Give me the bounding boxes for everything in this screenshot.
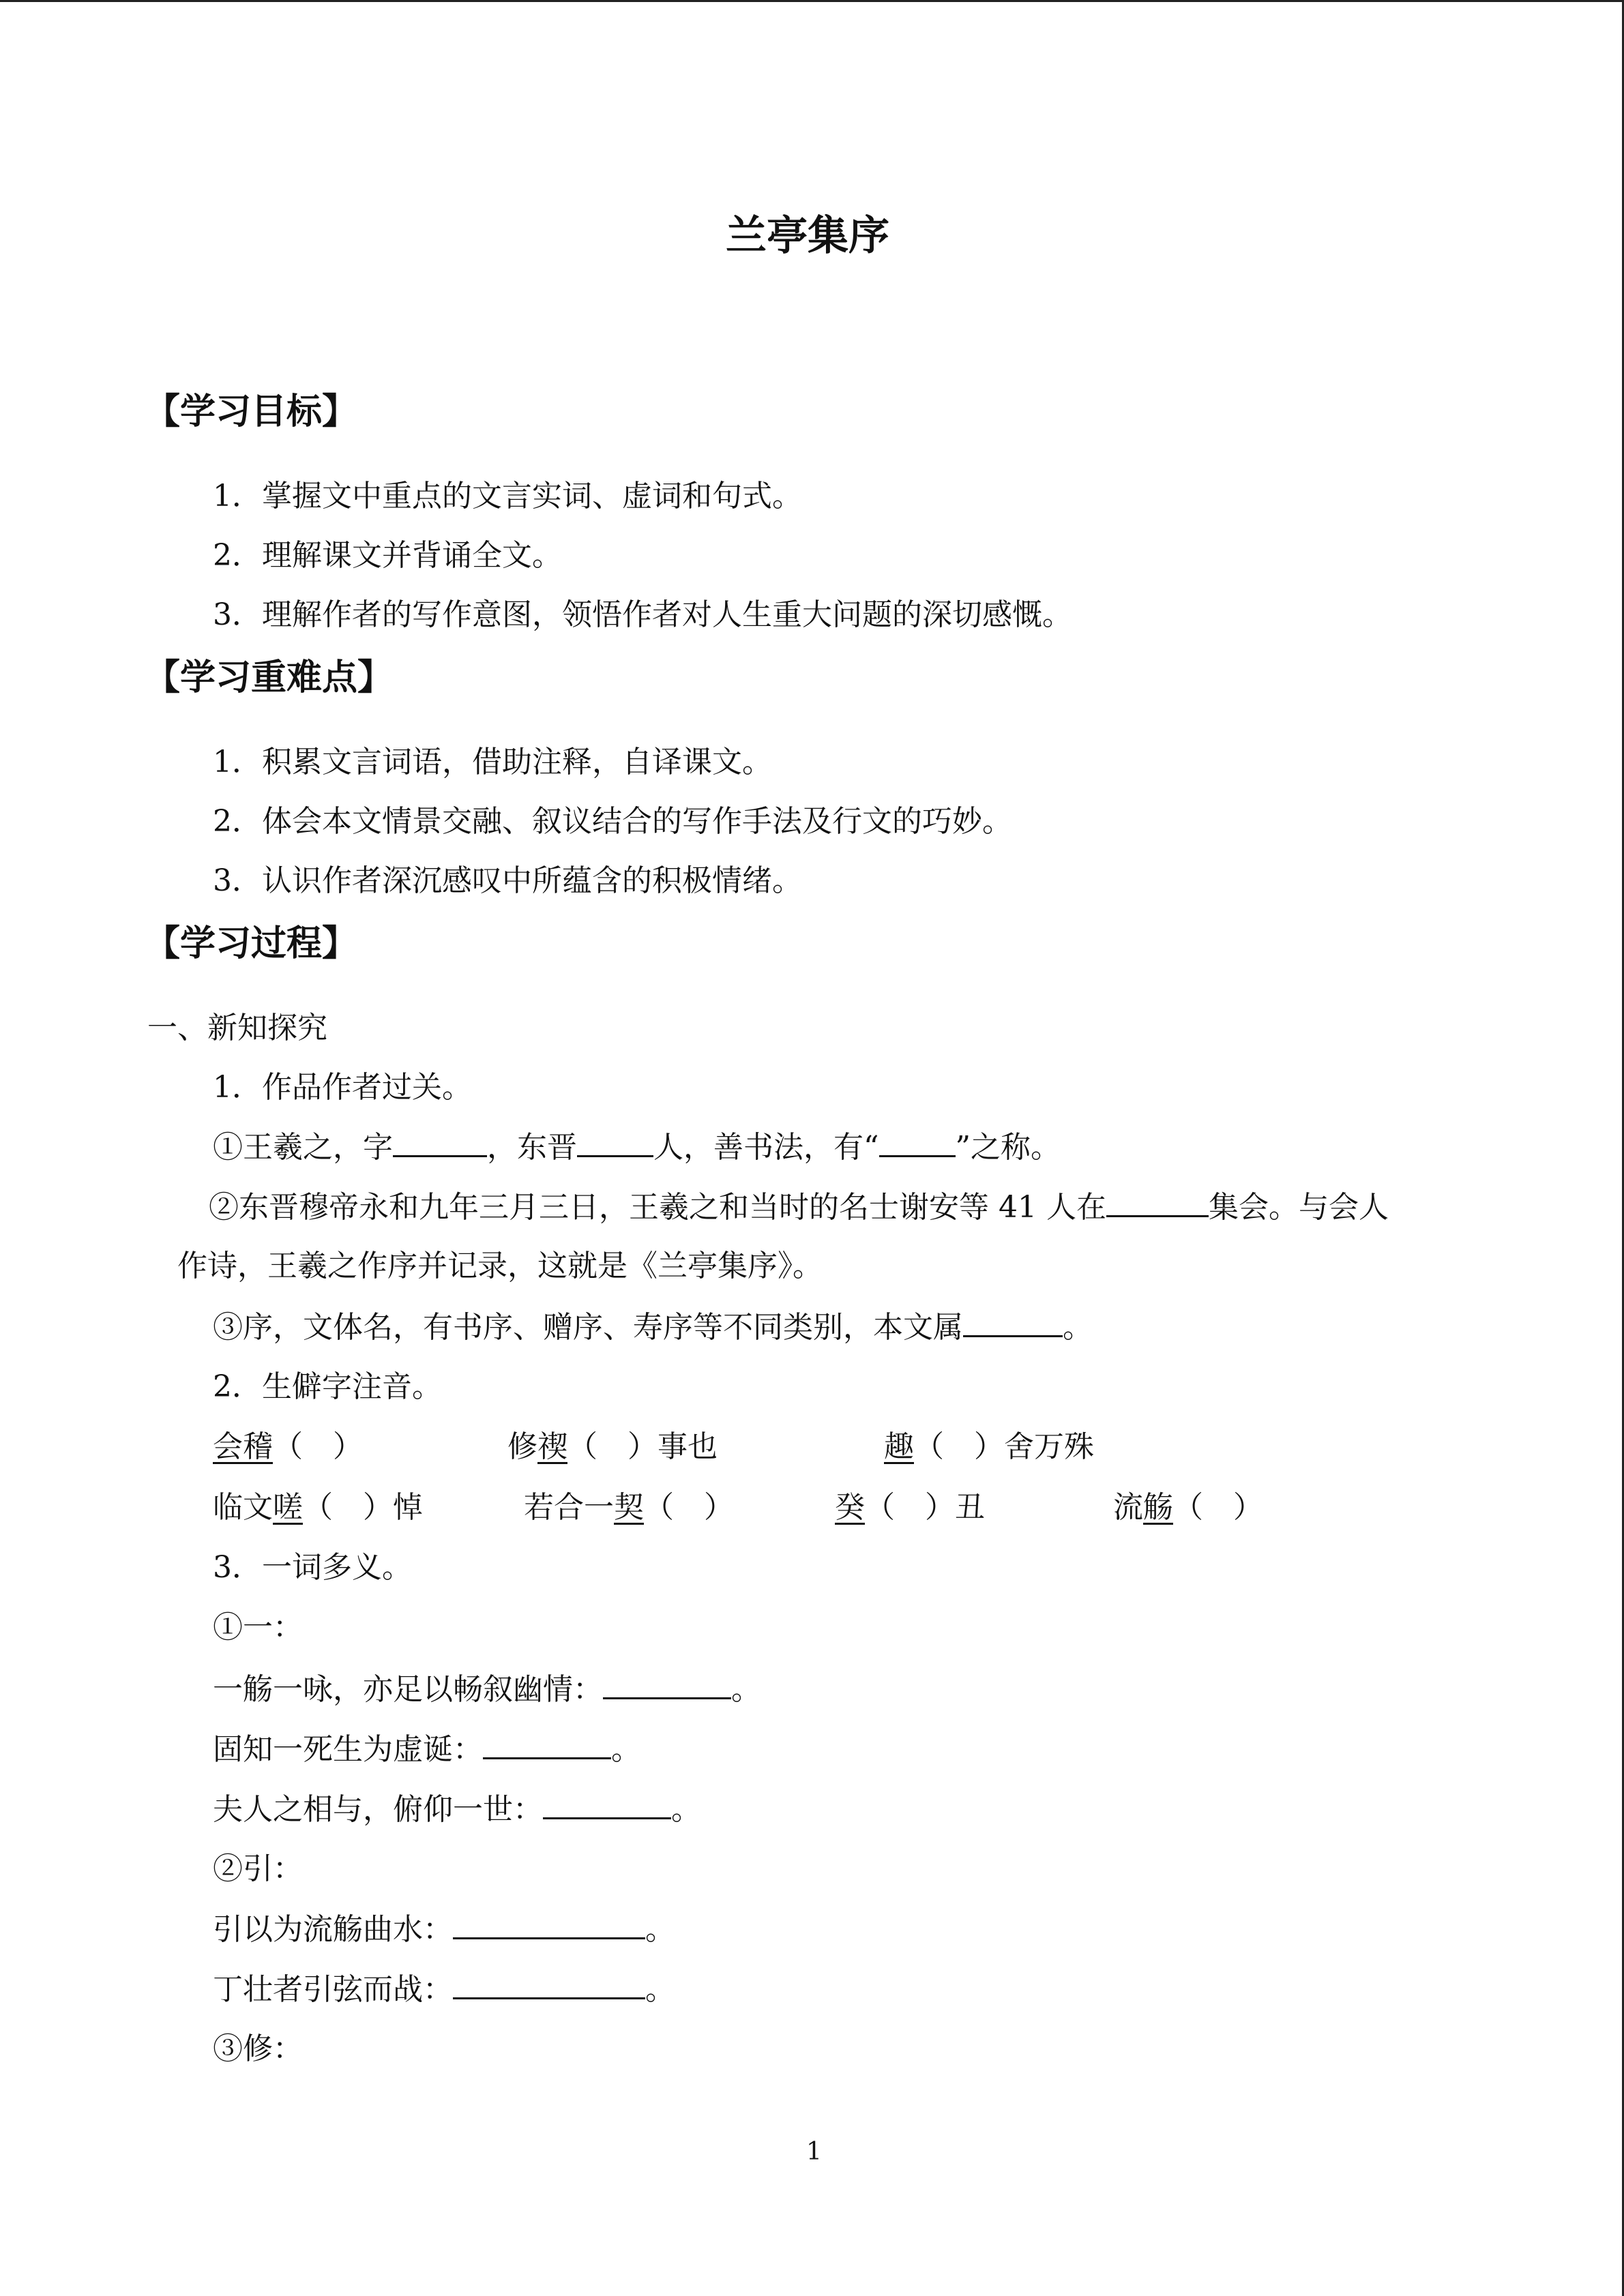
underlined-char: 会稽 bbox=[213, 1429, 273, 1464]
process-heading: 【学习过程】 bbox=[145, 923, 358, 964]
question-1c: ③序，文体名，有书序、赠序、寿序等不同类别，本文属 。 bbox=[213, 1308, 1093, 1347]
answer-blank[interactable] bbox=[963, 1308, 1063, 1337]
keypoint-item: 2．体会本文情景交融、叙议结合的写作手法及行文的巧妙。 bbox=[213, 804, 1012, 839]
pinyin-item: 趣（ ）舍万殊 bbox=[884, 1429, 1094, 1464]
word-heading: ②引： bbox=[213, 1851, 303, 1886]
keypoint-item: 3．认识作者深沉感叹中所蕴含的积极情绪。 bbox=[213, 863, 802, 898]
underlined-char: 觞 bbox=[1143, 1490, 1173, 1525]
answer-blank[interactable] bbox=[453, 1970, 645, 1999]
word-usage: 固知一死生为虚诞： 。 bbox=[213, 1730, 641, 1769]
answer-blank[interactable] bbox=[577, 1128, 653, 1157]
underlined-char: 契 bbox=[614, 1490, 644, 1525]
goal-item: 3．理解作者的写作意图，领悟作者对人生重大问题的深切感慨。 bbox=[213, 597, 1072, 632]
answer-blank[interactable] bbox=[453, 1910, 645, 1939]
word-heading: ①一： bbox=[213, 1610, 303, 1645]
top-border bbox=[0, 0, 1624, 2]
word-usage: 丁壮者引弦而战： 。 bbox=[213, 1970, 675, 2009]
word-heading: ③修： bbox=[213, 2031, 303, 2066]
goals-heading: 【学习目标】 bbox=[145, 391, 358, 432]
pinyin-item: 会稽（ ） bbox=[213, 1429, 363, 1464]
question-2: 2．生僻字注音。 bbox=[213, 1369, 442, 1404]
goal-item: 2．理解课文并背诵全文。 bbox=[213, 538, 562, 573]
answer-blank[interactable] bbox=[483, 1730, 611, 1759]
underlined-char: 趣 bbox=[884, 1429, 914, 1464]
keypoints-heading: 【学习重难点】 bbox=[145, 657, 394, 698]
page-number: 1 bbox=[806, 2138, 822, 2166]
underlined-char: 嗟 bbox=[273, 1490, 303, 1525]
pinyin-item: 临文嗟（ ）悼 bbox=[213, 1490, 423, 1525]
pinyin-item: 癸（ ）丑 bbox=[835, 1490, 985, 1525]
pinyin-item: 若合一契（ ） bbox=[524, 1490, 734, 1525]
word-usage: 引以为流觞曲水： 。 bbox=[213, 1910, 675, 1949]
underlined-char: 禊 bbox=[537, 1429, 567, 1464]
pinyin-item: 修禊（ ）事也 bbox=[507, 1429, 718, 1464]
underlined-char: 癸 bbox=[835, 1490, 865, 1525]
page-title: 兰亭集序 bbox=[726, 212, 889, 260]
keypoint-item: 1．积累文言词语，借助注释，自译课文。 bbox=[213, 745, 772, 779]
question-3: 3．一词多义。 bbox=[213, 1550, 412, 1585]
word-usage: 一觞一咏，亦足以畅叙幽情： 。 bbox=[213, 1670, 761, 1709]
goal-item: 1．掌握文中重点的文言实词、虚词和句式。 bbox=[213, 479, 802, 513]
answer-blank[interactable] bbox=[879, 1128, 956, 1157]
answer-blank[interactable] bbox=[393, 1128, 487, 1157]
question-1a: ①王羲之，字 ，东晋 人，善书法，有“ ”之称。 bbox=[213, 1128, 1061, 1167]
answer-blank[interactable] bbox=[543, 1790, 671, 1819]
answer-blank[interactable] bbox=[603, 1670, 731, 1699]
part-heading: 一、新知探究 bbox=[147, 1011, 327, 1045]
question-1: 1．作品作者过关。 bbox=[213, 1070, 472, 1105]
pinyin-item: 流觞（ ） bbox=[1113, 1490, 1263, 1525]
question-1b: ②东晋穆帝永和九年三月三日，王羲之和当时的名士谢安等 41 人在 集会。与会人 bbox=[209, 1188, 1389, 1227]
word-usage: 夫人之相与，俯仰一世： 。 bbox=[213, 1790, 701, 1829]
answer-blank[interactable] bbox=[1106, 1188, 1209, 1217]
question-1b-continued: 作诗，王羲之作序并记录，这就是《兰亭集序》。 bbox=[177, 1249, 823, 1283]
